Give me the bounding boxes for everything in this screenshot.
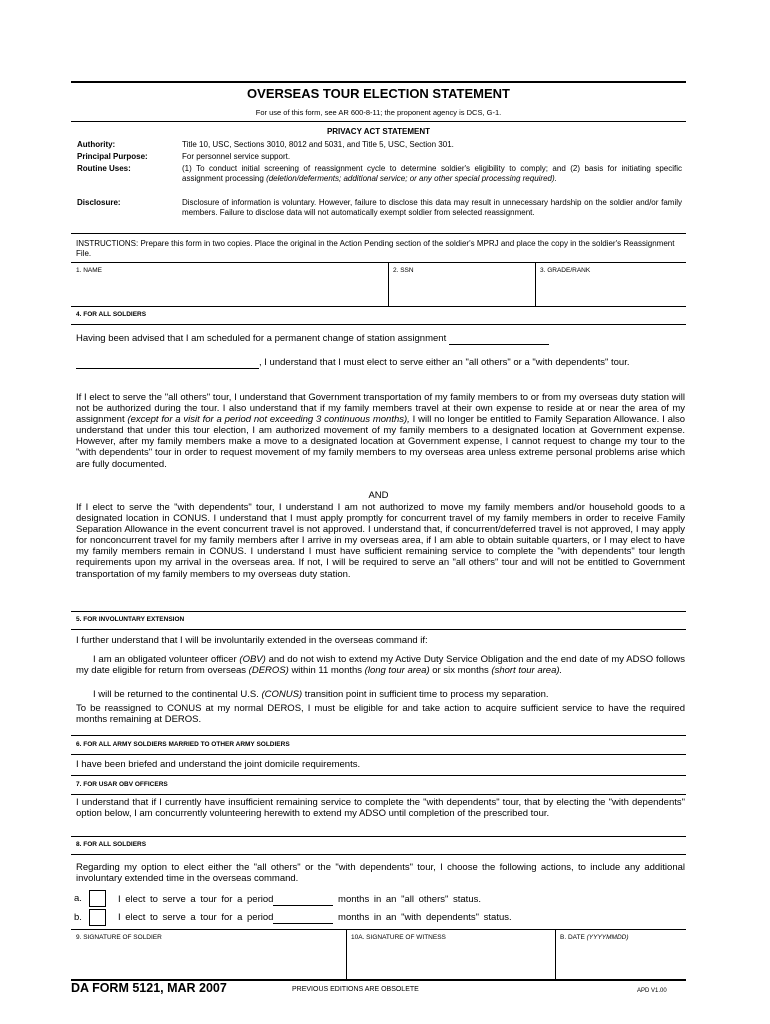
purpose-text: For personnel service support. <box>182 152 291 161</box>
option-b-checkbox[interactable] <box>89 909 106 926</box>
field-divider <box>535 262 536 306</box>
divider <box>71 754 686 755</box>
witness-signature-input[interactable] <box>348 944 553 978</box>
date-label-text: B. DATE <box>560 934 585 941</box>
option-b-post: months in an "with dependents" status. <box>338 912 512 923</box>
ssn-input[interactable] <box>390 276 532 303</box>
divider <box>71 775 686 776</box>
divider <box>71 854 686 855</box>
obv-text-b: and do not wish to extend my Active Duty Service Obligation and the end date of my ADSO follows my date eligible for return from overseas <box>76 654 685 677</box>
witness-label: 10A. SIGNATURE OF WITNESS <box>351 934 446 941</box>
instructions: INSTRUCTIONS: Prepare this form in two copies. Place the original in the Action Pending section of the soldier's MPRJ and place the copy in the soldier's Reassignment File. <box>76 239 675 258</box>
short-tour-text: (short tour area). <box>491 665 563 677</box>
routine-uses-body: (1) To conduct initial screening of reassignment cycle to determine soldier's eligibility to comply; and (2) basis for initiating specific assignment processing <box>182 164 682 183</box>
section-8-heading: 8. FOR ALL SOLDIERS <box>76 841 147 848</box>
elect-text: , I understand that I must elect to serve either an "all others" or a "with dependents" tour. <box>259 357 630 368</box>
date-input[interactable] <box>557 944 683 978</box>
signature-label: 9. SIGNATURE OF SOLDIER <box>76 934 162 941</box>
form-title: OVERSEAS TOUR ELECTION STATEMENT <box>247 86 510 101</box>
para1-text-a: If I elect to serve the "all others" tour, I understand that Government transportation of my family members to or from my overseas duty station will not be authorized during the tour. I also understand that if my family members travel at their own expense to reside at or near the area of my assignment <box>76 392 685 426</box>
disclosure-label: Disclosure: <box>77 198 121 207</box>
assignment-location-blank[interactable] <box>76 357 259 369</box>
form-number: DA FORM 5121, MAR 2007 <box>71 981 227 995</box>
para1-italic: (except for a visit for a period not exceeding 3 continuous months), <box>127 414 410 426</box>
routine-uses-italic: (deletion/deferments; additional service; or any other special processing required). <box>266 174 557 183</box>
name-input[interactable] <box>72 276 387 303</box>
option-b-letter: b. <box>74 912 82 923</box>
section-5-heading: 5. FOR INVOLUNTARY EXTENSION <box>76 616 185 623</box>
date-format: (YYYYMMDD) <box>586 934 629 941</box>
section-7-text: I understand that if I currently have insufficient remaining service to complete the "with dependents" tour, that by electing the "with dependents" option below, I am concurrently volunteering herewith to extend my ADSO until completion of the prescribed tour. <box>76 797 685 820</box>
name-field-label: 1. NAME <box>76 267 103 274</box>
section-4-advised-line <box>76 333 685 345</box>
assignment-blank[interactable] <box>449 333 549 345</box>
option-a-pre: I elect to serve a tour for a period <box>118 894 274 905</box>
ssn-field-label: 2. SSN <box>393 267 414 274</box>
para1-text-b: I will no longer be entitled to Family Separation Allowance. I also understand that under this tour election, I am authorized movement of my family members to a designated location at Government expense. However, after my family members make a move to a designated location at Government expense, I cannot request to change my tour to the "with dependents" tour in order to request movement of my family members to my overseas area unless extreme personal problems arise which are fully documented. <box>76 414 686 470</box>
section-8-text: Regarding my option to elect either the "all others" or the "with dependents" tour, I choose the following actions, to include any additional involuntary extended time in the overseas command. <box>76 862 685 885</box>
version-label: APD V1.00 <box>637 988 667 994</box>
privacy-act-title: PRIVACY ACT STATEMENT <box>326 127 431 136</box>
divider <box>71 121 686 122</box>
disclosure-text: Disclosure of information is voluntary. However, failure to disclose this data may result in unnecessary hardship on the soldier and/or family members. Failure to disclose data will not automatically exempt soldier from selected reassignment. <box>182 198 682 217</box>
routine-uses-label: Routine Uses: <box>77 164 131 173</box>
option-a-months-blank[interactable] <box>273 894 333 906</box>
conus-text-a: I will be returned to the continental U.S. <box>93 689 259 700</box>
top-rule <box>71 81 686 83</box>
divider <box>71 611 686 612</box>
divider <box>71 324 686 325</box>
divider <box>71 629 686 630</box>
section-6-heading: 6. FOR ALL ARMY SOLDIERS MARRIED TO OTHER ARMY SOLDIERS <box>76 741 290 748</box>
option-a-checkbox[interactable] <box>89 890 106 907</box>
routine-uses-text <box>182 164 682 184</box>
divider <box>71 735 686 736</box>
section-5-conus-paragraph <box>76 689 685 700</box>
purpose-label: Principal Purpose: <box>77 152 148 161</box>
divider <box>71 306 686 307</box>
section-4-all-others-paragraph <box>76 392 685 470</box>
section-4-with-dependents-paragraph: If I elect to serve the "with dependents" tour, I understand I am not authorized to move my family members and/or household goods to a designated location in CONUS. I understand that I must apply promptly for concurrent travel of my family members in order to receive Family Separation Allowance in the event concurrent travel is not approved. I understand that, if concurrent/deferred travel is not approved, I may apply for nonconcurrent travel for my family members after I arrive in my overseas area, if I am able to obtain suitable quarters, or I may elect to have my family members remain in CONUS. I understand I must have sufficient remaining service to complete the "with dependents" tour length requirements upon my arrival in the overseas area. If not, I will be required to serve an "all others" tour and will not be entitled to Government transportation of my family members to my overseas duty station. <box>76 502 685 580</box>
soldier-signature-input[interactable] <box>72 944 344 978</box>
form-subtitle: For use of this form, see AR 600-8-11; the proponent agency is DCS, G-1. <box>255 108 502 117</box>
option-b-pre: I elect to serve a tour for a period <box>118 912 274 923</box>
divider <box>71 836 686 837</box>
option-a-post: months in an "all others" status. <box>338 894 481 905</box>
deros-abbr: (DEROS) <box>248 665 289 677</box>
date-label <box>560 934 629 941</box>
field-divider <box>555 929 556 980</box>
divider <box>71 262 686 263</box>
and-separator: AND <box>368 490 389 501</box>
conus-abbr: (CONUS) <box>261 689 303 700</box>
section-4-heading: 4. FOR ALL SOLDIERS <box>76 311 147 318</box>
authority-label: Authority: <box>77 140 116 149</box>
section-5-obv-paragraph <box>76 654 685 676</box>
advised-text: Having been advised that I am scheduled for a permanent change of station assignment <box>76 333 447 344</box>
authority-text: Title 10, USC, Sections 3010, 8012 and 5031, and Title 5, USC, Section 301. <box>182 140 454 149</box>
obsolete-notice: PREVIOUS EDITIONS ARE OBSOLETE <box>292 986 419 993</box>
obv-text-c: within 11 months <box>291 665 363 677</box>
field-divider <box>388 262 389 306</box>
option-a-line <box>118 894 684 906</box>
section-5-intro: I further understand that I will be involuntarily extended in the overseas command if: <box>76 635 428 646</box>
long-tour-text: (long tour area) <box>364 665 430 677</box>
obv-text-d: or six months <box>432 665 489 677</box>
section-6-text: I have been briefed and understand the joint domicile requirements. <box>76 759 361 770</box>
divider <box>71 233 686 234</box>
divider <box>71 929 686 930</box>
grade-input[interactable] <box>537 276 683 303</box>
divider <box>71 794 686 795</box>
section-4-elect-line <box>76 357 685 369</box>
option-a-letter: a. <box>74 893 82 904</box>
option-b-line <box>118 912 684 924</box>
obv-text-a: I am an obligated volunteer officer <box>93 654 237 665</box>
section-5-reassigned-paragraph: To be reassigned to CONUS at my normal DEROS, I must be eligible for and take action to acquire sufficient service to have the required months remaining at DEROS. <box>76 703 685 726</box>
grade-field-label: 3. GRADE/RANK <box>540 267 591 274</box>
obv-abbr: (OBV) <box>239 654 266 665</box>
section-7-heading: 7. FOR USAR OBV OFFICERS <box>76 781 168 788</box>
field-divider <box>346 929 347 980</box>
conus-text-b: transition point in sufficient time to process my separation. <box>304 689 549 700</box>
option-b-months-blank[interactable] <box>273 912 333 924</box>
